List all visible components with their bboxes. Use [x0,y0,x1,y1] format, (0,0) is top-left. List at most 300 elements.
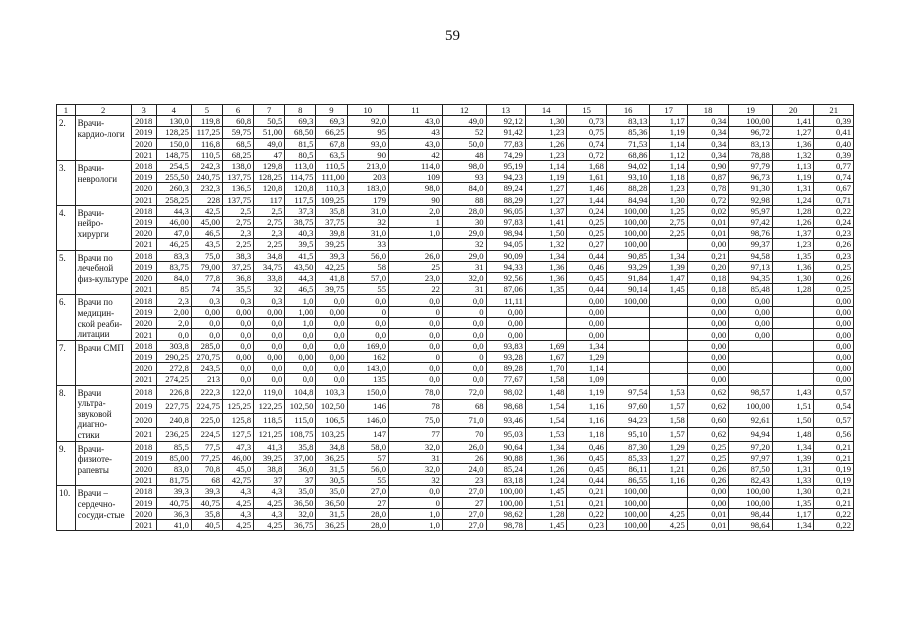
value-cell [729,374,773,385]
value-cell: 150,0 [347,385,389,399]
value-cell: 0,73 [567,116,606,127]
value-cell: 0,01 [687,520,729,531]
value-cell: 85,33 [606,452,650,463]
value-cell: 90,85 [606,250,650,261]
value-cell: 0,00 [687,374,729,385]
table-row [57,413,854,427]
value-cell: 68 [442,399,486,413]
value-cell: 117,5 [285,194,316,205]
value-cell: 0,0 [442,318,486,329]
value-cell: 4,25 [254,497,285,508]
table-row [57,172,854,183]
value-cell: 290,25 [156,352,191,363]
value-cell: 0,26 [814,273,854,284]
value-cell: 0,18 [687,284,729,295]
column-number: 10 [347,105,389,116]
value-cell: 37 [254,475,285,486]
value-cell: 84,0 [442,183,486,194]
value-cell: 2,00 [156,306,191,317]
value-cell: 0,00 [729,318,773,329]
table-row [57,363,854,374]
year-cell: 2019 [131,261,156,272]
value-cell: 63,5 [316,149,347,160]
value-cell: 90,64 [486,441,525,452]
table-row [57,194,854,205]
value-cell: 4,3 [254,508,285,519]
value-cell: 148,75 [156,149,191,160]
value-cell: 37 [285,475,316,486]
value-cell: 0,21 [567,486,606,497]
row-number: 9. [57,441,76,486]
value-cell: 94,02 [606,161,650,172]
value-cell: 103,3 [316,385,347,399]
value-cell: 44,3 [156,205,191,216]
value-cell: 0,46 [567,441,606,452]
value-cell: 81,5 [285,138,316,149]
row-number: 6. [57,295,76,340]
value-cell: 98,78 [486,520,525,531]
value-cell: 120,8 [254,183,285,194]
table-row [57,149,854,160]
value-cell: 1,51 [772,399,814,413]
specialty-name: Врачи по медицин-ской реаби-литации [75,295,131,340]
value-cell: 1,16 [650,475,687,486]
value-cell: 34,75 [254,261,285,272]
value-cell: 23,0 [389,273,443,284]
value-cell: 4,25 [650,508,687,519]
value-cell: 0,00 [687,363,729,374]
year-cell: 2021 [131,427,156,441]
value-cell: 0,0 [442,329,486,340]
value-cell: 0,62 [687,385,729,399]
value-cell: 58 [347,261,389,272]
value-cell: 0,00 [729,295,773,306]
value-cell: 0,44 [567,284,606,295]
value-cell: 137,75 [223,194,254,205]
value-cell: 24,0 [442,464,486,475]
value-cell: 0,00 [687,352,729,363]
year-cell: 2021 [131,149,156,160]
value-cell: 0,00 [814,318,854,329]
value-cell: 1,48 [772,427,814,441]
value-cell: 226,8 [156,385,191,399]
value-cell: 1,54 [525,399,567,413]
value-cell: 0,0 [389,486,443,497]
year-cell: 2021 [131,239,156,250]
value-cell [650,352,687,363]
value-cell: 1,37 [772,228,814,239]
value-cell: 2,5 [223,205,254,216]
year-cell: 2021 [131,520,156,531]
value-cell: 22 [389,284,443,295]
value-cell: 2,3 [254,228,285,239]
value-cell: 254,5 [156,161,191,172]
value-cell: 38,3 [223,250,254,261]
specialty-name: Врачи-нейро-хирурги [75,205,131,250]
value-cell: 255,50 [156,172,191,183]
value-cell: 108,75 [285,427,316,441]
value-cell: 1,16 [567,413,606,427]
value-cell [650,295,687,306]
value-cell: 0,00 [316,352,347,363]
value-cell: 1,0 [389,508,443,519]
value-cell: 0,00 [567,329,606,340]
value-cell: 203 [347,172,389,183]
value-cell: 1,43 [772,385,814,399]
value-cell: 68,25 [223,149,254,160]
value-cell: 40,75 [191,497,222,508]
value-cell: 0,0 [389,374,443,385]
value-cell: 1,27 [525,183,567,194]
value-cell: 39,25 [316,239,347,250]
value-cell: 35,0 [316,486,347,497]
value-cell: 150,0 [156,138,191,149]
value-cell: 0,3 [254,295,285,306]
value-cell: 135 [347,374,389,385]
table-row [57,228,854,239]
value-cell: 27,0 [442,520,486,531]
value-cell: 1,12 [650,149,687,160]
value-cell: 117 [254,194,285,205]
value-cell: 77,25 [191,452,222,463]
value-cell: 169,0 [347,340,389,351]
value-cell: 94,23 [606,413,650,427]
value-cell: 36,50 [285,497,316,508]
value-cell: 0,25 [814,261,854,272]
value-cell: 37,00 [285,452,316,463]
value-cell: 0,3 [223,295,254,306]
year-cell: 2019 [131,127,156,138]
value-cell: 93 [442,172,486,183]
value-cell: 94,05 [486,239,525,250]
value-cell: 1,45 [525,486,567,497]
value-cell: 0,00 [223,306,254,317]
value-cell: 232,3 [191,183,222,194]
value-cell: 0 [389,497,443,508]
table-row [57,399,854,413]
table-row [57,250,854,261]
value-cell: 26 [442,452,486,463]
year-cell: 2018 [131,250,156,261]
value-cell: 0,25 [567,217,606,228]
value-cell: 1,27 [525,194,567,205]
value-cell: 179 [347,194,389,205]
value-cell: 1,0 [285,318,316,329]
value-cell: 0,34 [687,138,729,149]
value-cell: 110,5 [191,149,222,160]
value-cell: 0 [347,306,389,317]
table-row [57,441,854,452]
specialty-name: Врачи-физиоте-рапевты [75,441,131,486]
value-cell: 127,5 [223,427,254,441]
value-cell: 1,50 [772,413,814,427]
value-cell: 35,8 [191,508,222,519]
value-cell: 0,00 [687,497,729,508]
value-cell: 0,22 [567,508,606,519]
value-cell: 43 [389,127,443,138]
table-row [57,116,854,127]
table-row [57,464,854,475]
value-cell [650,497,687,508]
value-cell: 0,00 [814,374,854,385]
value-cell: 0,23 [567,520,606,531]
value-cell: 27,0 [347,486,389,497]
value-cell: 46,00 [156,217,191,228]
value-cell: 2,0 [156,318,191,329]
value-cell: 1,57 [650,427,687,441]
table-row [57,127,854,138]
row-number: 2. [57,116,76,161]
value-cell: 43,0 [389,116,443,127]
year-cell: 2020 [131,363,156,374]
year-cell: 2021 [131,329,156,340]
value-cell: 122,25 [254,399,285,413]
value-cell: 0,00 [687,295,729,306]
column-number: 12 [442,105,486,116]
value-cell: 1,48 [525,385,567,399]
value-cell: 4,3 [254,486,285,497]
value-cell: 82,43 [729,475,773,486]
value-cell: 33 [347,239,389,250]
table-row [57,475,854,486]
value-cell: 2,3 [223,228,254,239]
value-cell: 35,8 [285,441,316,452]
value-cell: 100,00 [606,228,650,239]
value-cell: 74 [191,284,222,295]
value-cell: 0,26 [814,239,854,250]
value-cell: 0,0 [254,329,285,340]
value-cell: 4,3 [223,486,254,497]
value-cell: 1,16 [567,399,606,413]
value-cell: 36,0 [285,464,316,475]
value-cell: 58,0 [347,441,389,452]
value-cell: 0,21 [687,250,729,261]
value-cell: 98,0 [442,161,486,172]
value-cell: 42,75 [223,475,254,486]
value-cell: 49,0 [254,138,285,149]
value-cell: 95,10 [606,427,650,441]
value-cell: 1,70 [525,363,567,374]
value-cell: 1,31 [772,183,814,194]
value-cell: 1,34 [525,441,567,452]
value-cell: 0,00 [729,306,773,317]
value-cell: 119,0 [254,385,285,399]
value-cell: 77,5 [191,441,222,452]
table-row [57,306,854,317]
value-cell: 213 [191,374,222,385]
value-cell: 222,3 [191,385,222,399]
year-cell: 2020 [131,138,156,149]
value-cell: 1,67 [525,352,567,363]
value-cell: 118,5 [254,413,285,427]
value-cell: 0,00 [316,306,347,317]
value-cell: 98,44 [729,508,773,519]
value-cell [606,318,650,329]
value-cell: 0,22 [814,508,854,519]
value-cell: 93,29 [606,261,650,272]
value-cell: 34,8 [254,250,285,261]
value-cell: 41,8 [316,273,347,284]
value-cell: 1,36 [772,138,814,149]
value-cell: 70,8 [191,464,222,475]
column-number: 13 [486,105,525,116]
value-cell: 39,3 [316,250,347,261]
value-cell: 0,0 [316,340,347,351]
value-cell: 114,0 [389,161,443,172]
value-cell: 91,30 [729,183,773,194]
year-cell: 2019 [131,217,156,228]
value-cell: 68 [191,475,222,486]
value-cell: 0,56 [814,427,854,441]
value-cell: 0,0 [285,363,316,374]
value-cell: 1,32 [772,149,814,160]
value-cell: 57 [347,452,389,463]
value-cell: 0,0 [347,295,389,306]
value-cell: 32 [347,217,389,228]
value-cell: 1,32 [525,239,567,250]
table-row [57,261,854,272]
value-cell: 100,00 [606,520,650,531]
value-cell: 242,3 [191,161,222,172]
value-cell: 4,25 [223,497,254,508]
value-cell: 1,23 [525,127,567,138]
table-row [57,452,854,463]
value-cell: 1,69 [525,340,567,351]
value-cell: 31 [442,261,486,272]
value-cell: 47 [254,149,285,160]
column-number: 16 [606,105,650,116]
value-cell: 1,17 [772,508,814,519]
value-cell: 1,13 [772,161,814,172]
value-cell: 83,18 [486,475,525,486]
value-cell: 0,00 [486,306,525,317]
value-cell: 52 [442,127,486,138]
value-cell: 92,61 [729,413,773,427]
value-cell: 83,3 [156,250,191,261]
value-cell: 83,75 [156,261,191,272]
value-cell: 0,45 [567,273,606,284]
value-cell: 97,54 [606,385,650,399]
column-number: 1 [57,105,76,116]
value-cell: 0,0 [442,363,486,374]
value-cell: 55 [347,475,389,486]
value-cell: 39,25 [254,452,285,463]
value-cell: 32,0 [389,464,443,475]
value-cell: 102,50 [285,399,316,413]
value-cell: 94,58 [729,250,773,261]
value-cell [606,363,650,374]
value-cell: 55 [347,284,389,295]
value-cell: 1,35 [772,250,814,261]
value-cell: 67,8 [316,138,347,149]
value-cell: 77 [389,427,443,441]
value-cell: 42,5 [191,205,222,216]
table-row [57,295,854,306]
value-cell [650,306,687,317]
value-cell: 224,75 [191,399,222,413]
value-cell: 270,75 [191,352,222,363]
value-cell: 4,25 [223,520,254,531]
value-cell: 87,06 [486,284,525,295]
value-cell: 36,25 [316,452,347,463]
value-cell: 137,75 [223,172,254,183]
value-cell: 274,25 [156,374,191,385]
value-cell: 96,73 [729,172,773,183]
value-cell: 0,54 [814,399,854,413]
value-cell: 0,20 [687,261,729,272]
value-cell: 1,19 [567,385,606,399]
value-cell: 40,5 [191,520,222,531]
value-cell: 37,25 [223,261,254,272]
value-cell: 0,45 [567,464,606,475]
value-cell [729,352,773,363]
value-cell: 0,00 [687,340,729,351]
value-cell: 1,27 [650,452,687,463]
value-cell: 0 [389,306,443,317]
value-cell: 0,0 [285,340,316,351]
value-cell: 25 [389,261,443,272]
value-cell: 46,00 [223,452,254,463]
value-cell: 0,62 [687,427,729,441]
value-cell: 100,00 [486,486,525,497]
value-cell: 0,3 [191,295,222,306]
value-cell: 0,39 [814,149,854,160]
value-cell: 39,5 [285,239,316,250]
value-cell: 0,27 [567,239,606,250]
value-cell: 31,5 [316,508,347,519]
value-cell: 84,94 [606,194,650,205]
value-cell: 111,00 [316,172,347,183]
value-cell [389,239,443,250]
value-cell: 94,94 [729,427,773,441]
value-cell: 109 [389,172,443,183]
value-cell: 35,8 [316,205,347,216]
value-cell: 0,0 [316,363,347,374]
year-cell: 2018 [131,385,156,399]
value-cell: 225,0 [191,413,222,427]
value-cell: 80,5 [285,149,316,160]
value-cell: 56,0 [347,464,389,475]
year-cell: 2020 [131,464,156,475]
value-cell: 100,00 [729,399,773,413]
value-cell: 83,0 [156,464,191,475]
page-number: 59 [445,28,460,44]
value-cell: 90,09 [486,250,525,261]
table-row [57,138,854,149]
value-cell: 102,50 [316,399,347,413]
value-cell [772,352,814,363]
value-cell: 113,0 [285,161,316,172]
value-cell: 0,41 [814,127,854,138]
value-cell [650,363,687,374]
year-cell: 2018 [131,161,156,172]
value-cell: 1,68 [567,161,606,172]
value-cell: 1,14 [650,161,687,172]
value-cell: 71,0 [442,413,486,427]
value-cell: 0,0 [389,295,443,306]
value-cell: 27 [347,497,389,508]
value-cell: 57,0 [347,273,389,284]
value-cell: 93,10 [606,172,650,183]
value-cell: 1,24 [772,194,814,205]
value-cell: 100,00 [606,239,650,250]
value-cell: 0,0 [389,318,443,329]
row-number: 10. [57,486,76,531]
value-cell: 31,5 [316,464,347,475]
value-cell: 0,72 [687,194,729,205]
value-cell: 1,34 [772,520,814,531]
value-cell: 0,0 [316,374,347,385]
